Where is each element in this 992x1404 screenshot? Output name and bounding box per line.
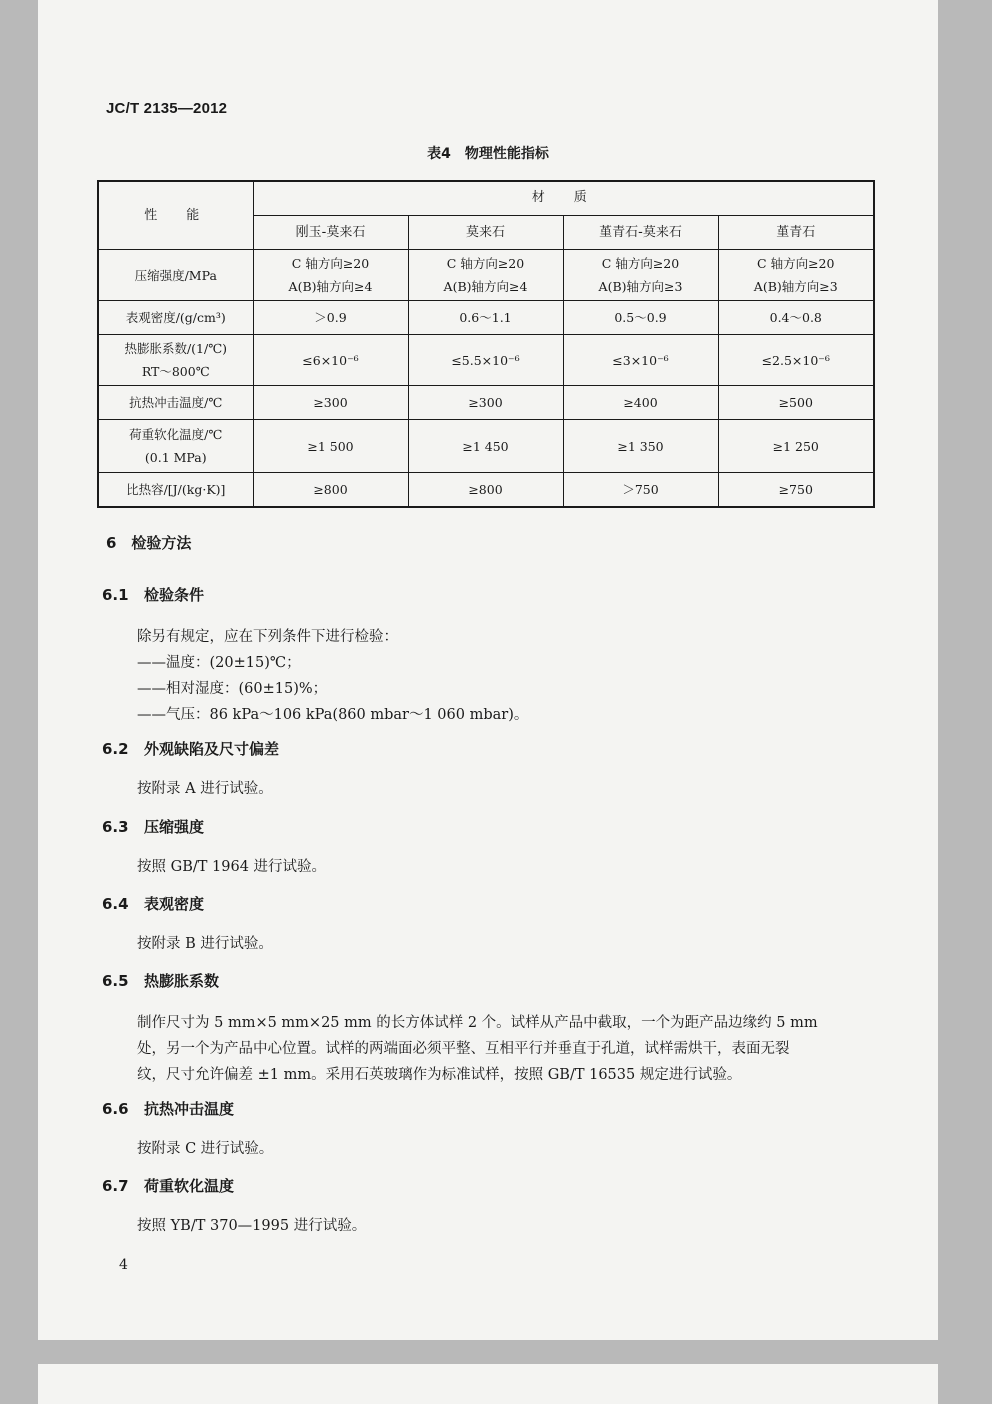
value-cell: ≥800 <box>253 473 408 507</box>
value-cell: 0.6～1.1 <box>408 300 563 334</box>
value-cell: ≤5.5×10⁻⁶ <box>408 335 563 386</box>
value-cell: ≥300 <box>408 385 563 419</box>
value-cell: ＞0.9 <box>253 300 408 334</box>
value-cell: 0.4～0.8 <box>718 300 874 334</box>
value-cell: ≥750 <box>718 473 874 507</box>
value-cell: 0.5～0.9 <box>563 300 718 334</box>
section-6-6-heading: 6.6 抗热冲击温度 <box>102 1100 235 1118</box>
value-cell: ＞750 <box>563 473 718 507</box>
paragraph: 按附录 B 进行试验。 <box>137 936 273 952</box>
property-cell: 表观密度/(g/cm³) <box>98 300 253 334</box>
material-header: 材 质 <box>253 181 874 215</box>
section-6-heading: 6 检验方法 <box>106 534 192 552</box>
material-name: 堇青石 <box>718 215 874 249</box>
value-cell: ≥500 <box>718 385 874 419</box>
paragraph: 除另有规定，应在下列条件下进行检验： <box>137 629 398 645</box>
value-cell: C 轴方向≥20 A(B)轴方向≥3 <box>563 250 718 301</box>
physical-properties-table <box>97 180 875 508</box>
section-6-4-heading: 6.4 表观密度 <box>102 895 205 913</box>
page-number: 4 <box>119 1257 128 1273</box>
next-page-edge <box>38 1364 938 1404</box>
table-row <box>98 420 874 473</box>
material-name: 刚玉-莫来石 <box>253 215 408 249</box>
value-cell: ≥1 350 <box>563 420 718 473</box>
value-cell: C 轴方向≥20 A(B)轴方向≥4 <box>408 250 563 301</box>
value-cell: ≥1 500 <box>253 420 408 473</box>
section-6-1-heading: 6.1 检验条件 <box>102 586 205 604</box>
list-item: ——温度：(20±15)℃； <box>137 655 301 671</box>
value-cell: C 轴方向≥20 A(B)轴方向≥3 <box>718 250 874 301</box>
property-cell: 压缩强度/MPa <box>98 250 253 301</box>
property-cell: 抗热冲击温度/℃ <box>98 385 253 419</box>
value-cell: ≤2.5×10⁻⁶ <box>718 335 874 386</box>
section-6-2-heading: 6.2 外观缺陷及尺寸偏差 <box>102 740 280 758</box>
table-row <box>98 250 874 301</box>
property-header: 性 能 <box>98 181 253 250</box>
property-cell: 热膨胀系数/(1/℃) RT～800℃ <box>98 335 253 386</box>
table-row <box>98 385 874 419</box>
property-cell: 比热容/[J/(kg·K)] <box>98 473 253 507</box>
value-cell: ≥800 <box>408 473 563 507</box>
value-cell: ≤3×10⁻⁶ <box>563 335 718 386</box>
material-name: 莫来石 <box>408 215 563 249</box>
list-item: ——气压：86 kPa～106 kPa(860 mbar～1 060 mbar)。 <box>137 707 529 723</box>
value-cell: C 轴方向≥20 A(B)轴方向≥4 <box>253 250 408 301</box>
list-item: ——相对湿度：(60±15)%； <box>137 681 328 697</box>
property-cell: 荷重软化温度/℃ (0.1 MPa) <box>98 420 253 473</box>
table-row <box>98 300 874 334</box>
table-title: 表4 物理性能指标 <box>427 146 549 162</box>
section-6-7-heading: 6.7 荷重软化温度 <box>102 1177 235 1195</box>
table-row <box>98 473 874 507</box>
value-cell: ≤6×10⁻⁶ <box>253 335 408 386</box>
section-6-5-heading: 6.5 热膨胀系数 <box>102 972 220 990</box>
value-cell: ≥300 <box>253 385 408 419</box>
document-page <box>38 0 938 1340</box>
section-6-3-heading: 6.3 压缩强度 <box>102 818 205 836</box>
material-name: 堇青石-莫来石 <box>563 215 718 249</box>
paragraph: 按照 YB/T 370—1995 进行试验。 <box>137 1218 367 1234</box>
paragraph: 按照 GB/T 1964 进行试验。 <box>137 859 327 875</box>
paragraph: 按附录 C 进行试验。 <box>137 1141 274 1157</box>
value-cell: ≥400 <box>563 385 718 419</box>
table-row <box>98 335 874 386</box>
value-cell: ≥1 250 <box>718 420 874 473</box>
paragraph: 按附录 A 进行试验。 <box>137 781 273 797</box>
standard-code: JC/T 2135—2012 <box>106 100 228 117</box>
value-cell: ≥1 450 <box>408 420 563 473</box>
paragraph: 制作尺寸为 5 mm×5 mm×25 mm 的长方体试样 2 个。试样从产品中截取，一个为距产品边缘约 5 mm 处，另一个为产品中心位置。试样的两端面必须平整、互相平行并垂直于孔道，试样需烘干，表面无裂 纹，尺寸允许偏差 ±1 mm。采用石英玻璃作为标准试样，按照 GB/T 16535 规定进行试验。 <box>137 1015 818 1083</box>
